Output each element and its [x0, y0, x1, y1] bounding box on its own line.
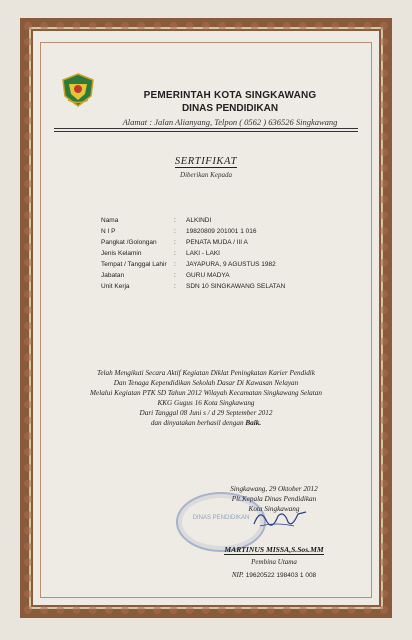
detail-value: 19820809 201001 1 016: [186, 228, 257, 235]
detail-label: N I P: [101, 228, 116, 235]
signatory-rank: Pembina Utama: [251, 558, 297, 566]
certificate-subtitle: Diberikan Kepada: [180, 171, 232, 179]
detail-row-name: [101, 215, 361, 226]
city-emblem-logo: [60, 72, 96, 108]
detail-label: Tempat / Tanggal Lahir: [101, 261, 167, 268]
detail-row-unit: [101, 281, 361, 292]
detail-value: ALKINDI: [186, 217, 212, 224]
detail-label: Nama: [101, 217, 119, 224]
sign-position: Plt.Kepala Dinas Pendidikan: [231, 495, 317, 503]
detail-colon: :: [174, 228, 176, 235]
statement-line: Telah Mengikuti Secara Aktif Kegiatan Diklat Peningkatan Karier Pendidik: [97, 369, 315, 377]
handwritten-signature: [250, 504, 310, 532]
detail-label: Jenis Kelamin: [101, 250, 142, 257]
statement-line: Dan Tenaga Kependidikan Sekolah Dasar Di Kawasan Nelayan: [113, 379, 299, 387]
detail-row-rank: [101, 237, 361, 248]
signatory-name: MARTINUS MISSA,S.Sos.MM: [224, 545, 324, 554]
detail-colon: :: [174, 217, 176, 224]
detail-colon: :: [174, 283, 176, 290]
detail-label: Pangkat /Golongan: [101, 239, 157, 246]
letterhead-government: PEMERINTAH KOTA SINGKAWANG: [143, 90, 317, 101]
result-grade: Baik.: [245, 419, 262, 427]
detail-value: GURU MADYA: [186, 272, 230, 279]
certificate-title: SERTIFIKAT: [174, 156, 238, 167]
detail-row-nip: [101, 226, 361, 237]
letterhead: [100, 90, 360, 127]
signatory-nip: NIP. 19620522 198403 1 008: [231, 571, 317, 579]
sign-place-date: Singkawang, 29 Oktober 2012: [230, 485, 318, 493]
detail-value: JAYAPURA, 9 AGUSTUS 1982: [186, 261, 276, 268]
detail-row-gender: [101, 248, 361, 259]
detail-value: PENATA MUDA / III A: [186, 239, 248, 246]
detail-colon: :: [174, 250, 176, 257]
detail-value: LAKI - LAKI: [186, 250, 220, 257]
statement-line: dan dinyatakan berhasil dengan Baik.: [150, 419, 262, 427]
detail-colon: :: [174, 261, 176, 268]
detail-value: SDN 10 SINGKAWANG SELATAN: [186, 283, 286, 290]
statement-line: Melalui Kegiatan PTK SD Tahun 2012 Wilayah Kecamatan Singkawang Selatan: [90, 389, 322, 397]
letterhead-rule-thick: [54, 128, 358, 129]
detail-label: Unit Kerja: [101, 283, 130, 290]
statement-line: Dari Tanggal 08 Juni s / d 29 September 2012: [139, 409, 273, 417]
letterhead-agency: DINAS PENDIDIKAN: [181, 103, 279, 114]
detail-row-birth: [101, 259, 361, 270]
detail-colon: :: [174, 239, 176, 246]
stamp-text: DINAS PENDIDIKAN: [192, 515, 250, 521]
letterhead-address: Alamat : Jalan Alianyang, Telpon ( 0562 ) 636526 Singkawang: [122, 117, 338, 127]
recipient-details: [101, 215, 361, 292]
sign-position-city: Kota Singkawang: [248, 505, 300, 513]
detail-row-position: [101, 270, 361, 281]
statement-line: KKG Gugus 16 Kota Singkawang: [157, 399, 255, 407]
certificate-content: [44, 44, 368, 596]
letterhead-rule-thin: [54, 131, 358, 132]
certificate-statement: [54, 368, 358, 428]
detail-colon: :: [174, 272, 176, 279]
detail-label: Jabatan: [101, 272, 125, 279]
